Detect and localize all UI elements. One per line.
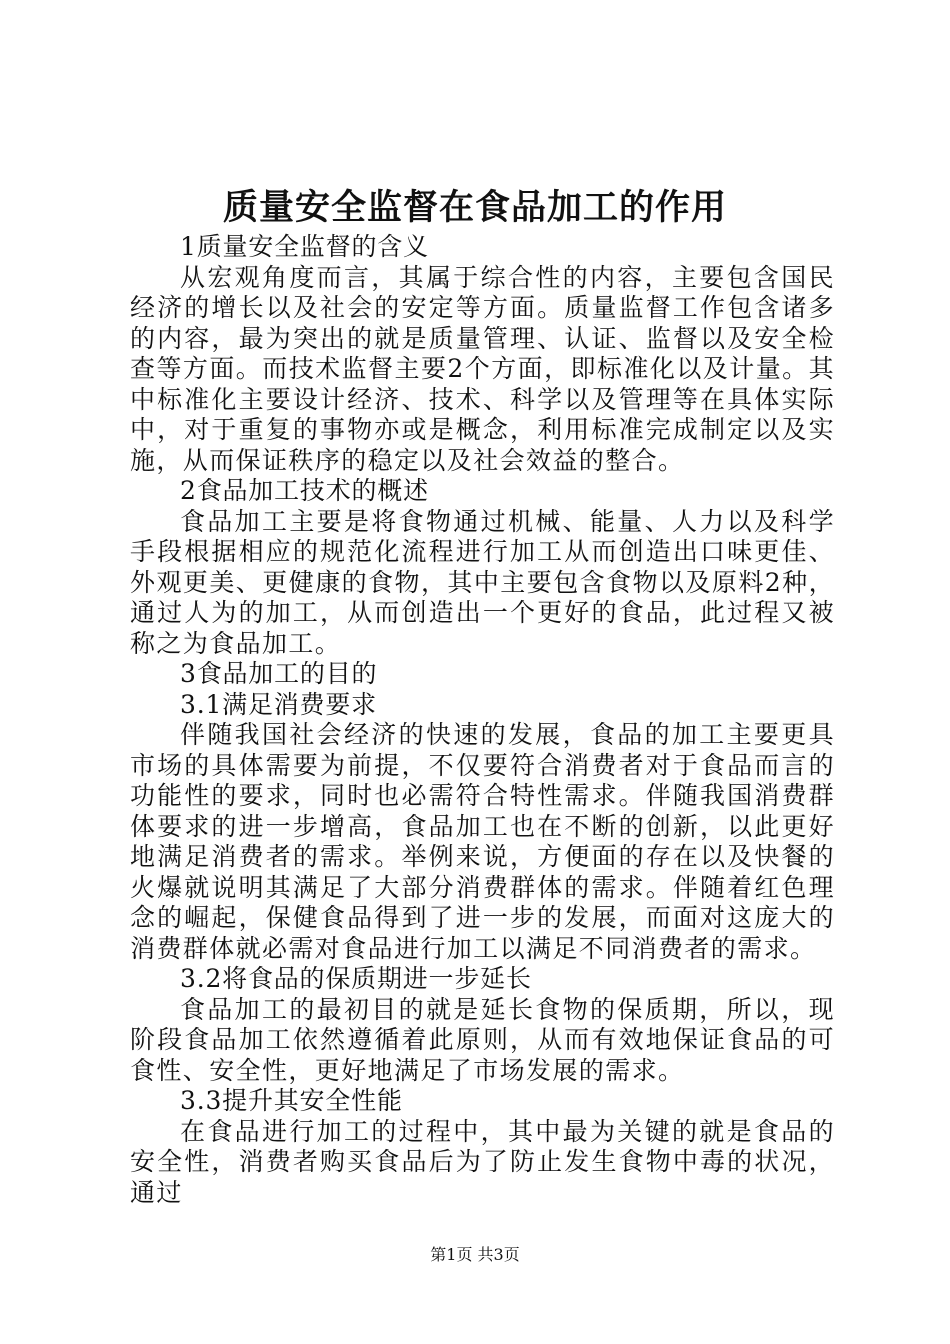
section-heading-1: 1质量安全监督的含义 (180, 232, 429, 261)
subsection-heading-3-1: 3.1满足消费要求 (180, 689, 377, 719)
page-footer: 第1页 共3页 (430, 1245, 520, 1264)
section-heading-3: 3食品加工的目的 (180, 659, 378, 688)
paragraph: 在食品进行加工的过程中，其中最为关键的就是食品的安全性，消费者购买食品后为了防止发生食物中毒的状况，通过 (130, 1116, 835, 1207)
paragraph: 从宏观角度而言，其属于综合性的内容，主要包含国民经济的增长以及社会的安定等方面。质量监督工作包含诸多的内容，最为突出的就是质量管理、认证、监督以及安全检查等方面。而技术监督主要2个方面，即标准化以及计量。其中标准化主要设计经济、技术、科学以及管理等在具体实际中，对于重复的事物亦或是概念，利用标准完成制定以及实施，从而保证秩序的稳定以及社会效益的整合。 (130, 262, 835, 475)
paragraph: 伴随我国社会经济的快速的发展，食品的加工主要更具市场的具体需要为前提，不仅要符合消费者对于食品而言的功能性的要求，同时也必需符合特性需求。伴随我国消费群体要求的进一步增高，食品加工也在不断的创新，以此更好地满足消费者的需求。举例来说，方便面的存在以及快餐的火爆就说明其满足了大部分消费群体的需求。伴随着红色理念的崛起，保健食品得到了进一步的发展，而面对这庞大的消费群体就必需对食品进行加工以满足不同消费者的需求。 (130, 720, 835, 963)
section-heading-2: 2食品加工技术的概述 (180, 476, 429, 505)
document-title: 质量安全监督在食品加工的作用 (222, 187, 727, 228)
subsection-heading-3-3: 3.3提升其安全性能 (180, 1086, 403, 1115)
document-body (130, 232, 835, 1208)
paragraph: 食品加工的最初目的就是延长食物的保质期，所以，现阶段食品加工依然遵循着此原则，从而有效地保证食品的可食性、安全性，更好地满足了市场发展的需求。 (130, 994, 835, 1085)
paragraph: 食品加工主要是将食物通过机械、能量、人力以及科学手段根据相应的规范化流程进行加工从而创造出口味更佳、外观更美、更健康的食物，其中主要包含食物以及原料2种，通过人为的加工，从而创造出一个更好的食品，此过程又被称之为食品加工。 (130, 506, 835, 658)
subsection-heading-3-2: 3.2将食品的保质期进一步延长 (180, 964, 532, 993)
